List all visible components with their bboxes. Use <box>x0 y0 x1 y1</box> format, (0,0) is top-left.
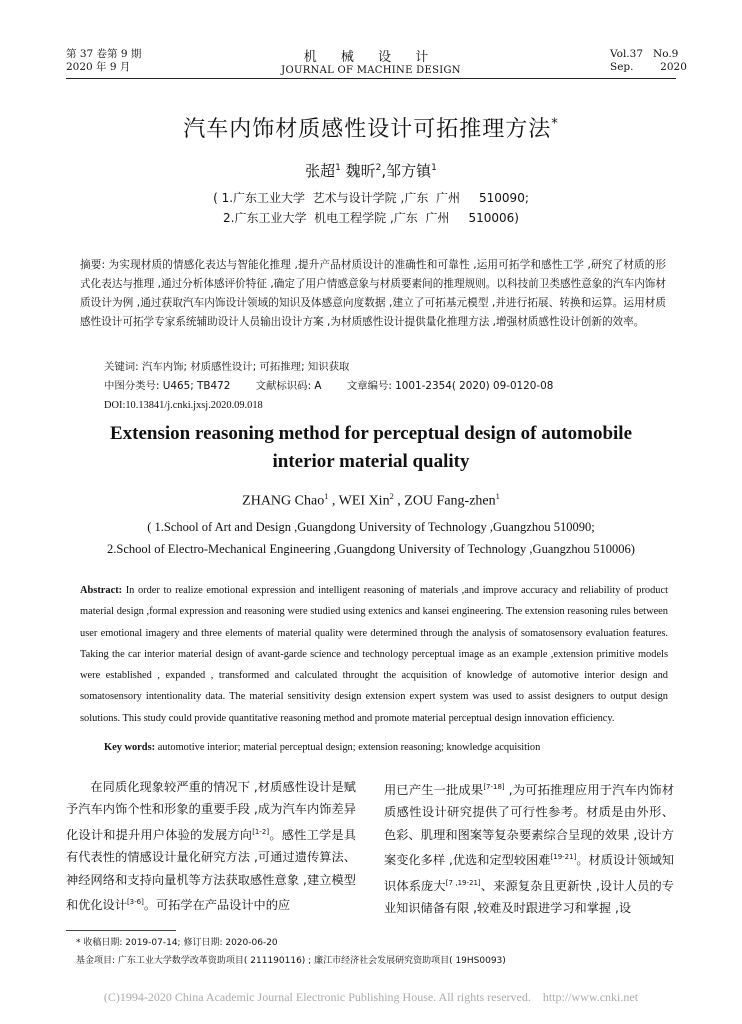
article-metadata-cn <box>104 358 664 415</box>
affiliation-en-line: 2.School of Electro-Mechanical Engineering ,Guangdong University of Technology ,Guangzhou 510006) <box>107 542 635 556</box>
footnote-rule <box>66 930 176 931</box>
body-text: 。材质设计领域知识体系庞大 <box>384 853 675 893</box>
affiliation-cn-line: ( 1.广东工业大学 艺术与设计学院 ,广东 广州 510090; <box>213 191 529 205</box>
header-date-en: Sep. 2020 <box>610 61 687 73</box>
abstract-cn-text: 为实现材质的情感化表达与智能化推理 ,提升产品材质设计的准确性和可靠性 ,运用可拓学和感性工学 ,研究了材质的形式化表达与推理 ,通过分析体感评价特征 ,确定了用户情感意象与材质要素间的推理规则。以科技前卫类感性意象的汽车内饰材质设计为例 ,通过获取汽车内饰设计领域的知识及体感意向度数据 ,建立了可拓基元模型 ,并进行拓展、转换和运算。运用材质感性设计可拓学专家系统辅助设计人员输出设计方案 ,为材质感性设计提供量化推理方法 ,增强材质感性设计创新的效率。 <box>80 259 666 328</box>
authors-cn: 张超$^1$ 魏昕$^2$,邹方镇$^1$ <box>305 162 437 180</box>
abstract-en-label: Abstract: <box>80 585 123 596</box>
citation: [1-2] <box>252 827 270 836</box>
footnote-received: * 收稿日期: 2019-07-14; 修订日期: 2020-06-20 <box>76 938 278 948</box>
author-aff: 2 <box>375 163 382 173</box>
footnotes <box>66 934 676 970</box>
abstract-cn-label: 摘要: <box>80 259 106 271</box>
body-column-left <box>66 776 356 917</box>
header-volume-issue-cn: 第 37 卷第 9 期 <box>66 48 142 60</box>
author-en: ZOU Fang-zhen <box>404 493 496 509</box>
body-text: 用已产生一批成果 <box>384 783 484 798</box>
body-text: 。感性工学是具有代表性的情感设计量化研究方法 ,可通过遗传算法、神经网络和支持向量机等方法获取感性意象 ,建立模型和优化设计 <box>66 827 357 913</box>
affiliation-cn-line: 2.广东工业大学 机电工程学院 ,广东 广州 510006) <box>223 211 519 225</box>
paper-title-cn <box>0 112 742 143</box>
keywords-en-label: Key words: <box>104 742 156 753</box>
body-text: 、来源复杂且更新快 ,设计人员的专业知识储备有限 ,较难及时跟进学习和掌握 ,设 <box>384 878 674 916</box>
header-date-cn: 2020 年 9 月 <box>66 61 131 73</box>
citation: [7-18] <box>483 783 505 791</box>
paper-title-en <box>0 420 742 476</box>
authors-en: ZHANG Chao$^1$ , WEI Xin$^2$ , ZOU Fang-zhen$^1$ <box>242 492 500 509</box>
body-text: ,为可拓推理应用于汽车内饰材质感性设计研究提供了可行性参考。材质是由外形、色彩、肌理和图案等复杂要素综合呈现的效果 ,设计方案变化多样 ,优选和定型较困难 <box>384 783 675 868</box>
doi: DOI:10.13841/j.cnki.jxsj.2020.09.018 <box>104 400 263 411</box>
abstract-en-text: In order to realize emotional expression and intelligent reasoning of materials ,and improve accuracy and reliability of product material design ,formal expression and reasoning were studied using extenics and kansei engineering. The extension reasoning rules between user emotional imagery and three elements of material quality were determined through the analysis of somatosensory evaluation features. Taking the car interior material design of avant-garde science and technology perceptual image as an example ,extension primitive models were established , expanded , transformed and calculated throught the acquisition of knowledge of automotive interior design and somatosensory intentionality data. The material sensitivity design extension expert system was used to assist designers to output design solutions. This study could provide quantitative reasoning method and promote material perceptual design innovation efficiency. <box>80 585 668 724</box>
journal-name-en: JOURNAL OF MACHINE DESIGN <box>281 65 461 76</box>
body-paragraph <box>384 776 674 920</box>
title-footnote-mark: * <box>551 116 559 132</box>
document-code: 文献标识码: A <box>255 380 322 392</box>
body-column-right <box>384 776 674 920</box>
journal-name-cn: 机 械 设 计 <box>303 50 439 65</box>
author-en: ZHANG Chao <box>242 493 325 509</box>
keywords-cn-label: 关键词: <box>104 361 139 373</box>
keywords-cn <box>104 358 664 377</box>
citation: [7 ,19-21] <box>445 878 481 887</box>
body-paragraph <box>66 776 356 917</box>
header-volume-issue-en: Vol.37 No.9 <box>610 48 679 60</box>
author-cn: 邹方镇 <box>386 162 432 180</box>
header-rule <box>66 78 676 79</box>
header-volume-en <box>610 48 687 74</box>
keywords-en-text: automotive interior; material perceptual design; extension reasoning; knowledge acquisition <box>155 742 541 753</box>
author-aff: 1 <box>431 163 437 173</box>
copyright-watermark: (C)1994-2020 China Academic Journal Electronic Publishing House. All rights reserved. http://www.cnki.net <box>103 990 639 1004</box>
article-number: 文章编号: 1001-2354( 2020) 09-0120-08 <box>346 380 554 392</box>
affiliations-cn <box>0 188 742 228</box>
affiliations-en <box>0 516 742 560</box>
title-en-line: interior material quality <box>272 451 470 472</box>
classification-row <box>104 377 664 396</box>
abstract-en <box>80 580 668 729</box>
affiliation-en-line: ( 1.School of Art and Design ,Guangdong University of Technology ,Guangzhou 510090; <box>147 520 595 534</box>
author-cn: 张超 <box>305 162 336 180</box>
citation: [3-6] <box>126 898 144 907</box>
body-text: 在同质化现象较严重的情况下 ,材质感性设计是赋予汽车内饰个性和形象的重要手段 ,成为汽车内饰差异化设计和提升用户体验的发展方向 <box>66 780 356 842</box>
author-aff: 1 <box>335 163 341 173</box>
keywords-cn-text: 汽车内饰; 材质感性设计; 可拓推理; 知识获取 <box>138 361 350 373</box>
title-cn-text: 汽车内饰材质感性设计可拓推理方法 <box>183 117 552 142</box>
clc-number: 中图分类号: U465; TB472 <box>104 380 231 392</box>
author-en: WEI Xin <box>338 493 390 509</box>
author-cn: 魏昕 <box>345 162 376 180</box>
footnote-fund: 基金项目: 广东工业大学数学改革资助项目( 211190116) ; 廉江市经济社会发展研究资助项目( 19HS0093) <box>76 956 506 966</box>
author-aff: 1 <box>324 492 329 501</box>
author-aff: 2 <box>389 492 394 501</box>
body-text: 。可拓学在产品设计中的应 <box>143 898 291 913</box>
citation: [19-21] <box>550 853 577 862</box>
title-en-line: Extension reasoning method for perceptual design of automobile <box>110 423 632 444</box>
keywords-en <box>104 742 664 753</box>
author-aff: 1 <box>495 492 500 501</box>
abstract-cn <box>80 256 666 332</box>
